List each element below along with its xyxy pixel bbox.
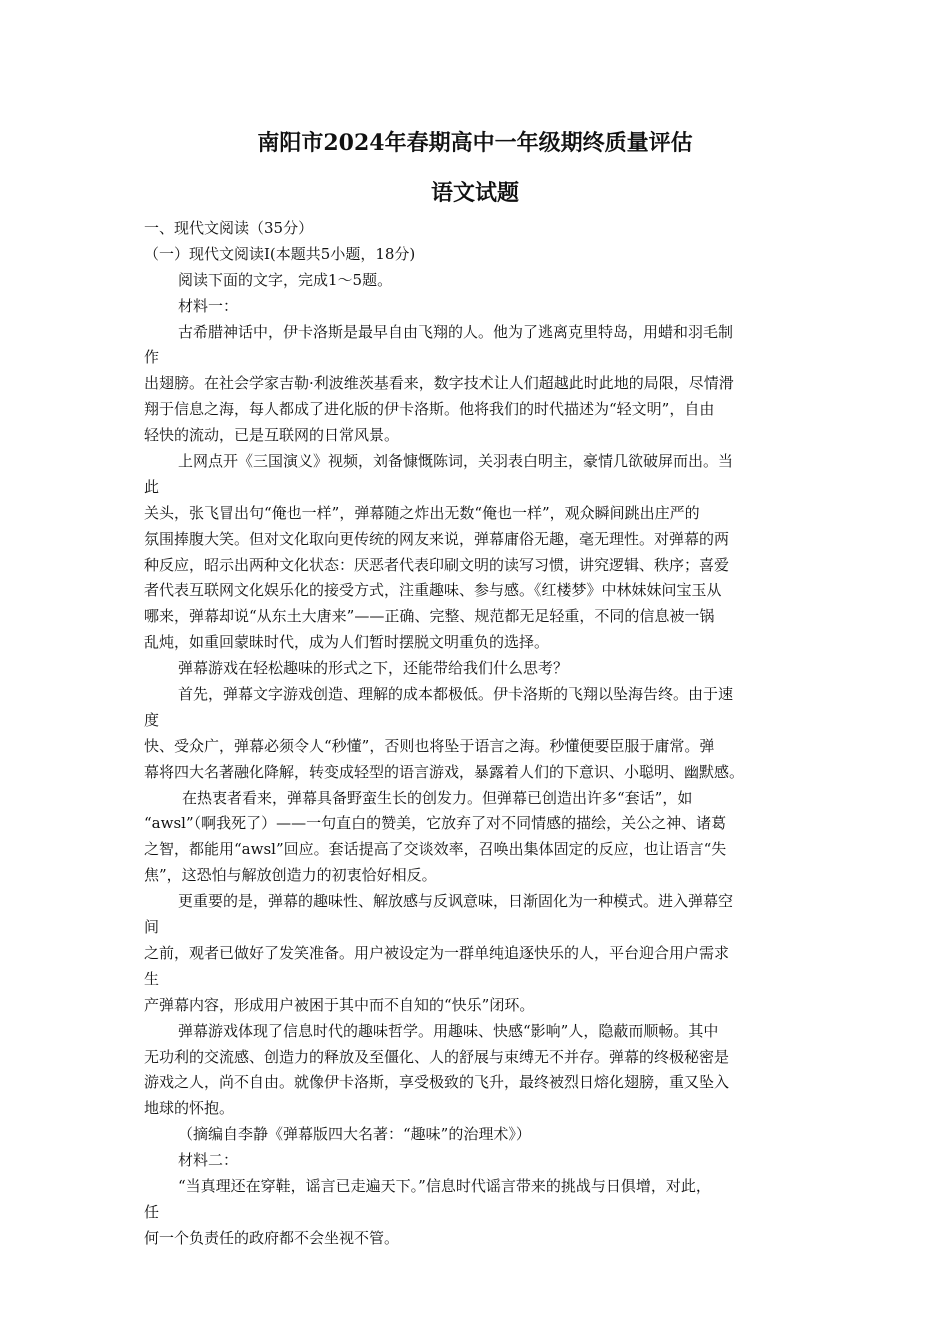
- paragraph-line: 度: [144, 710, 160, 729]
- document-body: [144, 216, 809, 1252]
- paragraph-line: 任: [144, 1202, 160, 1221]
- paragraph-line: 更重要的是，弹幕的趣味性、解放感与反讽意味，日渐固化为一种模式。进入弹幕空: [178, 892, 734, 911]
- paragraph-line: 乱炖，如重回蒙昧时代，成为人们暂时摆脱文明重负的选择。: [144, 633, 550, 652]
- paragraph-line: 氛围捧腹大笑。但对文化取向更传统的网友来说，弹幕庸俗无趣，毫无理性。对弹幕的两: [144, 529, 730, 548]
- paragraph-line: 产弹幕内容，形成用户被困于其中而不自知的“快乐”闭环。: [144, 995, 535, 1014]
- paragraph-line: 此: [144, 477, 160, 496]
- paragraph-line: 种反应，昭示出两种文化状态：厌恶者代表印刷文明的读写习惯，讲究逻辑、秩序；喜爱: [144, 555, 730, 574]
- subsection-heading: （一）现代文阅读I(本题共5小题，18分): [144, 244, 416, 263]
- material-label: 材料二：: [178, 1151, 239, 1170]
- paragraph-line: 古希腊神话中，伊卡洛斯是最早自由飞翔的人。他为了逃离克里特岛，用蜡和羽毛制: [178, 322, 734, 341]
- paragraph-line: 首先，弹幕文字游戏创造、理解的成本都极低。伊卡洛斯的飞翔以坠海告终。由于速: [178, 685, 734, 704]
- citation-line: （摘编自李静《弹幕版四大名著：“趣味”的治理术》）: [178, 1125, 531, 1144]
- paragraph-line: 弹幕游戏体现了信息时代的趣味哲学。用趣味、快感“影响”人，隐蔽而顺畅。其中: [178, 1021, 719, 1040]
- paragraph-line: 作: [144, 348, 160, 367]
- page-title: 南阳市2024年春期高中一年级期终质量评估: [257, 130, 693, 156]
- paragraph-line: 翔于信息之海，每人都成了进化版的伊卡洛斯。他将我们的时代描述为“轻文明”，自由: [144, 400, 715, 419]
- paragraph-line: 之智，都能用“awsl”回应。套话提高了交谈效率，召唤出集体固定的反应，也让语言“失: [144, 840, 727, 859]
- paragraph-line: 何一个负责任的政府都不会坐视不管。: [144, 1228, 400, 1247]
- paragraph-line: “awsl”（啊我死了）——一句直白的赞美，它放弃了对不同情感的描绘，关公之神、诸葛: [144, 814, 727, 833]
- paragraph-line: 哪来，弹幕却说“从东土大唐来”——正确、完整、规范都无足轻重，不同的信息被一锅: [144, 607, 715, 626]
- section-heading: 一、现代文阅读（35分）: [144, 219, 314, 237]
- paragraph-line: 快、受众广，弹幕必须令人“秒懂”，否则也将坠于语言之海。秒懂便要臣服于庸常。弹: [144, 736, 715, 755]
- paragraph-line: 之前，观者已做好了发笑准备。用户被设定为一群单纯追逐快乐的人，平台迎合用户需求: [144, 943, 730, 962]
- paragraph-line: 弹幕游戏在轻松趣味的形式之下，还能带给我们什么思考？: [178, 659, 569, 678]
- paragraph-line: 生: [144, 969, 160, 988]
- paragraph-line: 地球的怀抱。: [144, 1099, 235, 1118]
- instruction-line: 阅读下面的文字，完成1～5题。: [178, 270, 393, 289]
- paragraph-line: 轻快的流动，已是互联网的日常风景。: [144, 426, 400, 445]
- paragraph-line: 关头，张飞冒出句“俺也一样”，弹幕随之炸出无数“俺也一样”，观众瞬间跳出庄严的: [144, 503, 700, 522]
- paragraph-line: 无功利的交流感、创造力的释放及至僵化、人的舒展与束缚无不并存。弹幕的终极秘密是: [144, 1047, 730, 1066]
- paragraph-line: 者代表互联网文化娱乐化的接受方式，注重趣味、参与感。《红楼梦》中林妹妹问宝玉从: [144, 581, 722, 600]
- material-label: 材料一：: [178, 296, 239, 315]
- paragraph-line: 在热衷者看来，弹幕具备野蛮生长的创发力。但弹幕已创造出许多“套话”，如: [182, 788, 693, 807]
- paragraph-line: 游戏之人，尚不自由。就像伊卡洛斯，享受极致的飞升，最终被烈日熔化翅膀，重又坠入: [144, 1073, 730, 1092]
- paragraph-line: 焦”，这恐怕与解放创造力的初衷恰好相反。: [144, 866, 437, 885]
- paragraph-line: 间: [144, 918, 160, 937]
- paragraph-line: 幕将四大名著融化降解，转变成轻型的语言游戏，暴露着人们的下意识、小聪明、幽默感。: [144, 762, 745, 781]
- page-subtitle: 语文试题: [430, 180, 519, 206]
- paragraph-line: 上网点开《三国演义》视频，刘备慷慨陈词，关羽表白明主，豪情几欲破屏而出。当: [178, 452, 734, 471]
- paragraph-line: 出翅膀。在社会学家吉勒·利波维茨基看来，数字技术让人们超越此时此地的局限，尽情滑: [144, 374, 734, 393]
- paragraph-line: “当真理还在穿鞋，谣言已走遍天下。”信息时代谣言带来的挑战与日俱增，对此，: [178, 1176, 711, 1195]
